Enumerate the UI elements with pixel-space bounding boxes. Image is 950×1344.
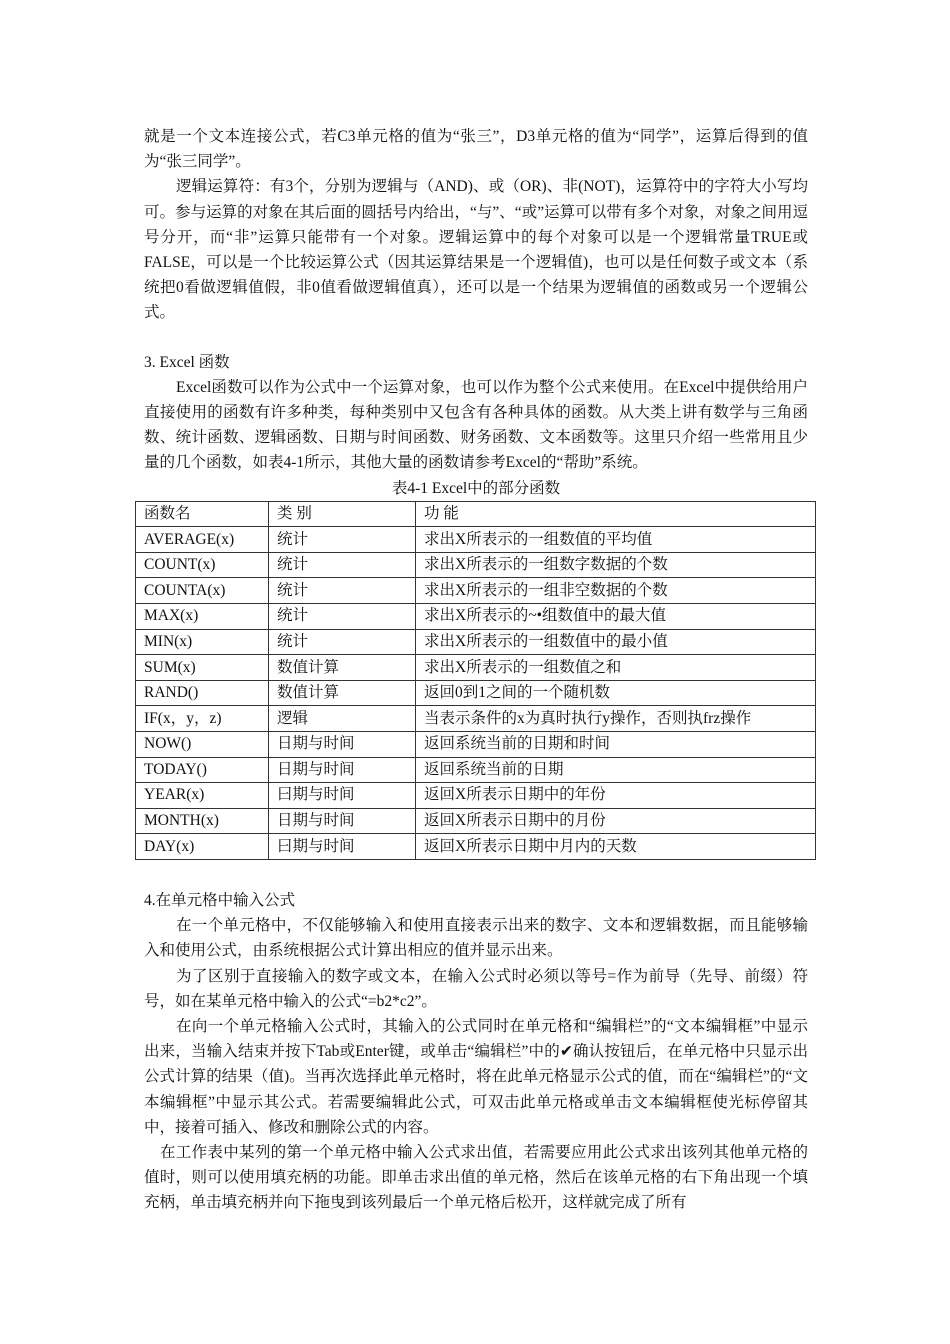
- cell-function-desc: 返回系统当前的日期和时间: [416, 731, 816, 757]
- cell-category: 统计: [269, 629, 416, 655]
- intro-paragraph-logic-operators: 逻辑运算符：有3个，分别为逻辑与（AND)、或（OR)、非(NOT)，运算符中的字符大小写均可。参与运算的对象在其后面的圆括号内给出，“与”、“或”运算可以带有多个对象，对象之间用逗号分开，而“非”运算只能带有一个对象。逻辑运算中的每个对象可以是一个逻辑常量TRUE或FALSE，可以是一个比较运算公式（因其运算结果是一个逻辑值)，也可以是任何数子或文本（系统把0看做逻辑值假，非0值看做逻辑值真），还可以是一个结果为逻辑值的函数或另一个逻辑公式。: [144, 178, 808, 322]
- cell-category: 统计: [269, 578, 416, 604]
- table-header-row: [136, 501, 816, 527]
- cell-function-desc: 求出X所表示的一组数值之和: [416, 655, 816, 681]
- document-page: [144, 124, 808, 1216]
- cell-category: 日期与时间: [269, 808, 416, 834]
- cell-category: 统计: [269, 527, 416, 553]
- table-row: [136, 731, 816, 757]
- header-category: 类 别: [269, 501, 416, 527]
- cell-function-desc: 求出X所表示的一组数字数据的个数: [416, 552, 816, 578]
- cell-category: 逻辑: [269, 706, 416, 732]
- table-row: [136, 680, 816, 706]
- cell-category: 统计: [269, 552, 416, 578]
- cell-function-name: AVERAGE(x): [136, 527, 269, 553]
- function-table: [135, 501, 816, 860]
- cell-function-name: DAY(x): [136, 834, 269, 860]
- table-row: [136, 834, 816, 860]
- header-function-name: 函数名: [136, 501, 269, 527]
- cell-function-name: TODAY(): [136, 757, 269, 783]
- cell-function-desc: 返回0到1之间的一个随机数: [416, 680, 816, 706]
- cell-function-desc: 返回X所表示日期中的年份: [416, 783, 816, 809]
- section-4-paragraph-2: 为了区别于直接输入的数字或文本，在输入公式时必须以等号=作为前导（先导、前缀）符号，如在某单元格中输入的公式“=b2*c2”。: [144, 967, 808, 1010]
- section-4-paragraph-1: 在一个单元格中，不仅能够输入和使用直接表示出来的数字、文本和逻辑数据，而且能够输入和使用公式，由系统根据公式计算出相应的值并显示出来。: [144, 917, 808, 960]
- cell-function-name: MAX(x): [136, 604, 269, 630]
- table-row: [136, 808, 816, 834]
- table-row: [136, 783, 816, 809]
- header-function-desc: 功 能: [416, 501, 816, 527]
- cell-function-desc: 求出X所表示的~•组数值中的最大值: [416, 604, 816, 630]
- table-row: [136, 757, 816, 783]
- cell-category: 统计: [269, 604, 416, 630]
- table-row: [136, 629, 816, 655]
- cell-category: 曰期与时间: [269, 834, 416, 860]
- cell-category: 曰期与时间: [269, 783, 416, 809]
- cell-function-desc: 返回X所表示日期中月内的天数: [416, 834, 816, 860]
- cell-function-name: YEAR(x): [136, 783, 269, 809]
- section-4-paragraph-3: 在向一个单元格输入公式时，其输入的公式同时在单元格和“编辑栏”的“文本编辑框”中显示出来，当输入结束并按下Tab或Enter键，或单击“编辑栏”中的✔确认按钮后，在单元格中只显示出公式计算的结果（值)。当再次选择此单元格时，将在此单元格显示公式的值，而在“编辑栏”的“文本编辑框”中显示其公式。若需要编辑此公式，可双击此单元格或单击文本编辑框使光标停留其中，接着可插入、修改和删除公式的内容。: [144, 1017, 808, 1136]
- table-row: [136, 578, 816, 604]
- cell-function-desc: 求出X所表示的一组数值的平均值: [416, 527, 816, 553]
- table-caption: 表4-1 Excel中的部分函数: [391, 479, 561, 497]
- cell-function-desc: 返回系统当前的日期: [416, 757, 816, 783]
- section-4-paragraph-4: 在工作表中某列的第一个单元格中输入公式求出值，若需要应用此公式求出该列其他单元格的值时，则可以使用填充柄的功能。即单击求出值的单元格，然后在该单元格的右下角出现一个填充柄，单击填充柄并向下拖曳到该列最后一个单元格后松开，这样就完成了所有: [144, 1143, 808, 1212]
- cell-category: 数值计算: [269, 680, 416, 706]
- intro-paragraph-1: 就是一个文本连接公式，若C3单元格的值为“张三”，D3单元格的值为“同学”，运算后得到的值为“张三同学”。: [144, 128, 808, 171]
- table-row: [136, 527, 816, 553]
- cell-function-desc: 求出X所表示的一组非空数据的个数: [416, 578, 816, 604]
- cell-function-name: COUNT(x): [136, 552, 269, 578]
- cell-function-name: MIN(x): [136, 629, 269, 655]
- section-3-paragraph: Excel函数可以作为公式中一个运算对象，也可以作为整个公式来使用。在Excel中提供给用户直接使用的函数有许多种类，每种类别中又包含有各种具体的函数。从大类上讲有数学与三角函数、统计函数、逻辑函数、日期与时间函数、财务函数、文本函数等。这里只介绍一些常用且少量的几个函数，如表4-1所示，其他大量的函数请参考Excel的“帮助”系统。: [144, 378, 808, 472]
- table-row: [136, 604, 816, 630]
- cell-function-desc: 返回X所表示日期中的月份: [416, 808, 816, 834]
- cell-category: 日期与时间: [269, 731, 416, 757]
- cell-function-name: IF(x，y，z): [136, 706, 269, 732]
- section-3-heading: 3. Excel 函数: [144, 353, 230, 371]
- cell-function-name: SUM(x): [136, 655, 269, 681]
- table-row: [136, 706, 816, 732]
- cell-function-name: RAND(): [136, 680, 269, 706]
- cell-category: 数值计算: [269, 655, 416, 681]
- cell-function-name: NOW(): [136, 731, 269, 757]
- cell-function-name: MONTH(x): [136, 808, 269, 834]
- section-4-heading: 4.在单元格中输入公式: [144, 891, 296, 909]
- table-row: [136, 552, 816, 578]
- cell-function-desc: 求出X所表示的一组数值中的最小值: [416, 629, 816, 655]
- cell-function-name: COUNTA(x): [136, 578, 269, 604]
- cell-category: 日期与时间: [269, 757, 416, 783]
- cell-function-desc: 当表示条件的x为真时执行y操作，否则执frz操作: [416, 706, 816, 732]
- table-row: [136, 655, 816, 681]
